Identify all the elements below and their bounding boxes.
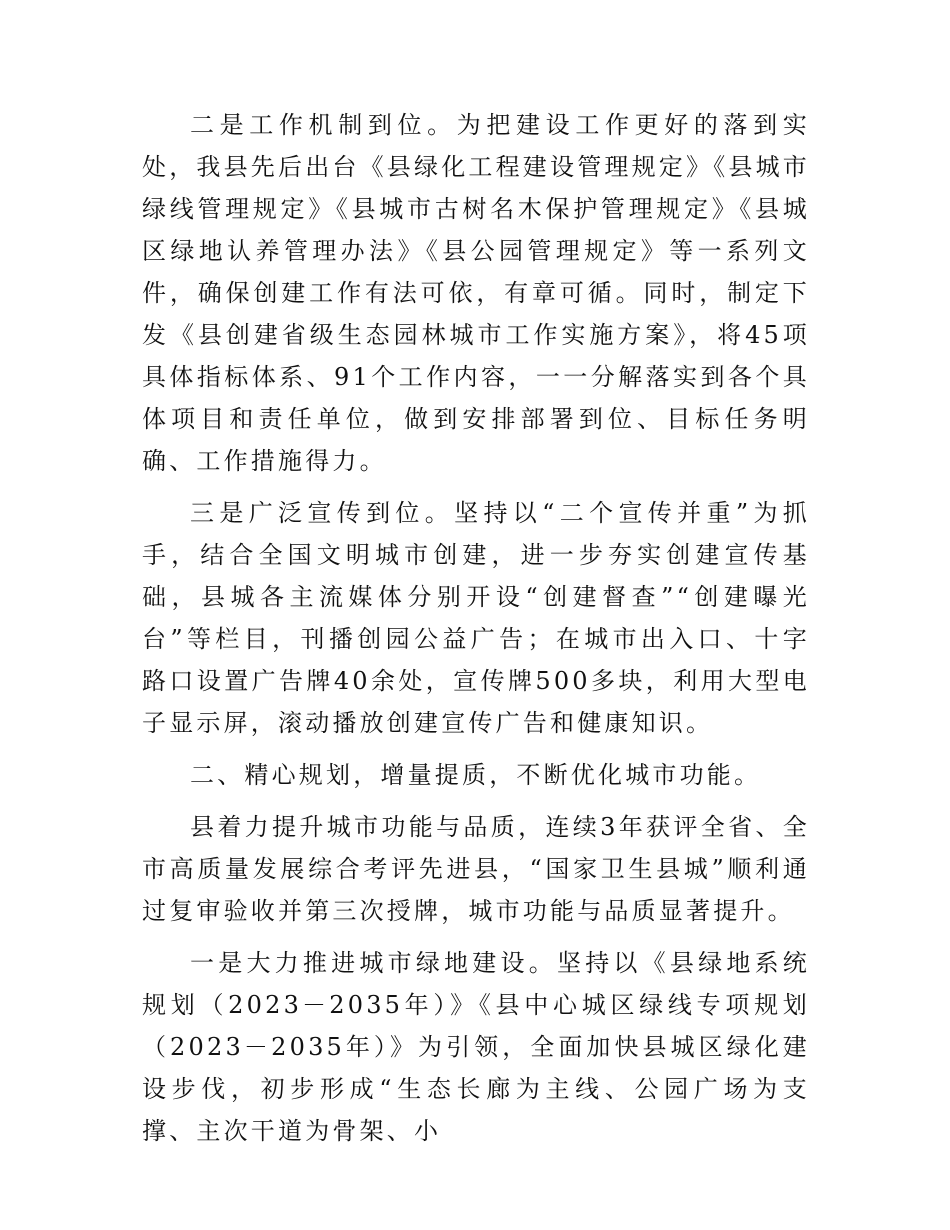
section-heading-planning: 二、精心规划，增量提质，不断优化城市功能。 (190, 761, 762, 789)
paragraph-city-function: 县着力提升城市功能与品质，连续3年获评全省、全市高质量发展综合考评先进县，“国家卫生县城”顺利通过复审验收并第三次授牌，城市功能与品质显著提升。 (142, 813, 810, 925)
paragraph-work-mechanism: 二是工作机制到位。为把建设工作更好的落到实处，我县先后出台《县绿化工程建设管理规定》《县城市绿线管理规定》《县城市古树名木保护管理规定》《县城区绿地认养管理办法》《县公园管理规定》等一系列文件，确保创建工作有法可依，有章可循。同时，制定下发《县创建省级生态园林城市工作实施方案》，将45项具体指标体系、91个工作内容，一一分解落实到各个具体项目和责任单位，做到安排部署到位、目标任务明确、工作措施得力。 (142, 111, 810, 475)
document-body (142, 104, 810, 1162)
paragraph-green-space: 一是大力推进城市绿地建设。坚持以《县绿地系统规划（2023－2035年）》《县中心城区绿线专项规划（2023－2035年）》为引领，全面加快县城区绿化建设步伐，初步形成“生态长廊为主线、公园广场为支撑、主次干道为骨架、小 (142, 949, 810, 1145)
paragraph-publicity: 三是广泛宣传到位。坚持以“二个宣传并重”为抓手，结合全国文明城市创建，进一步夯实创建宣传基础，县城各主流媒体分别开设“创建督查”“创建曝光台”等栏目，刊播创园公益广告；在城市出入口、十字路口设置广告牌40余处，宣传牌500多块，利用大型电子显示屏，滚动播放创建宣传广告和健康知识。 (142, 499, 810, 737)
